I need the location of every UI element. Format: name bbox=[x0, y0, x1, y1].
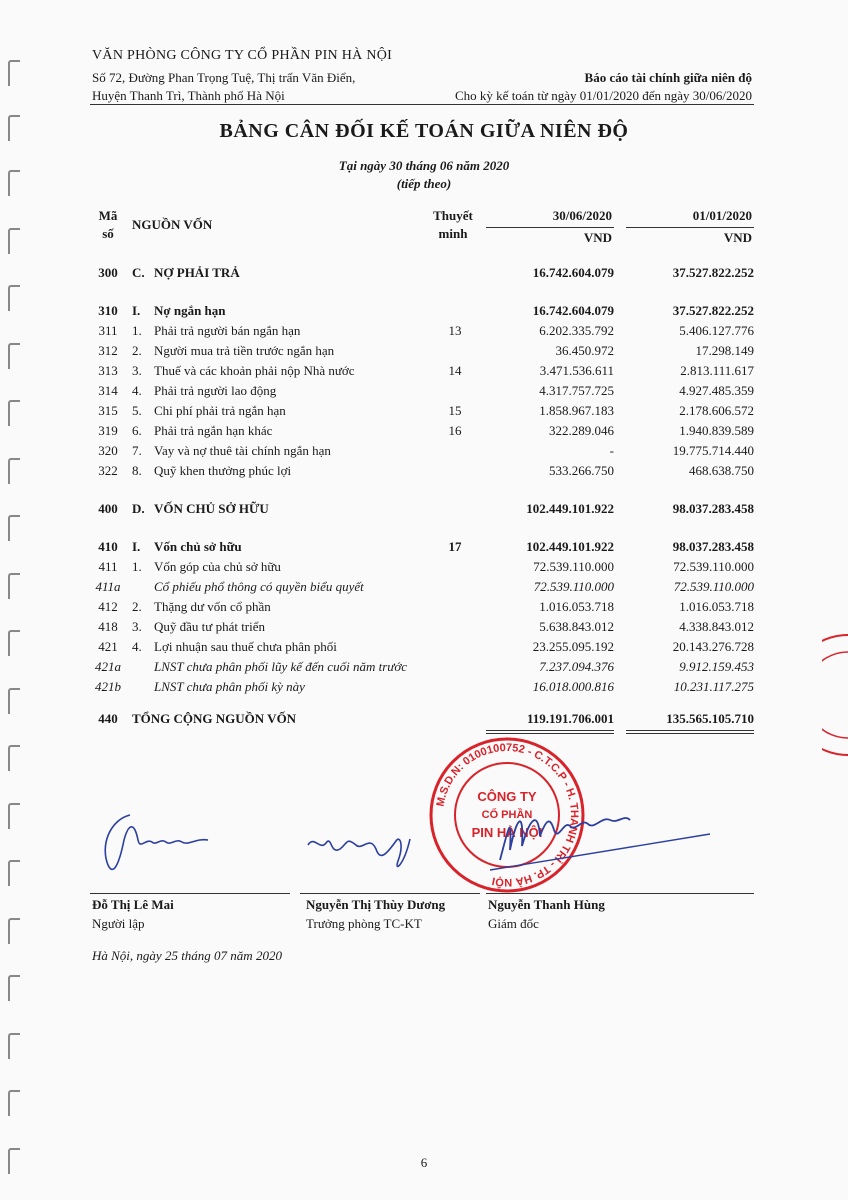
seal-ring-text: M.S.D.N: 0100100752 - C.T.C.P - H. THANH TRÌ - TP. HÀ NỘI bbox=[434, 741, 581, 889]
column-header-rule bbox=[626, 227, 754, 228]
row-code: 418 bbox=[98, 619, 118, 634]
row-label: Lợi nhuận sau thuế chưa phân phối bbox=[154, 639, 337, 654]
row-label: Nợ ngắn hạn bbox=[154, 303, 226, 318]
row-value-current: 16.742.604.079 bbox=[532, 265, 614, 280]
row-value-current: 1.016.053.718 bbox=[539, 599, 614, 614]
company-address-line2: Huyện Thanh Trì, Thành phố Hà Nội bbox=[92, 88, 285, 103]
row-code: 319 bbox=[98, 423, 118, 438]
row-value-current: 6.202.335.792 bbox=[539, 323, 614, 338]
row-label: LNST chưa phân phối kỳ này bbox=[154, 679, 305, 694]
row-code: 322 bbox=[98, 463, 118, 478]
row-code: 313 bbox=[98, 363, 118, 378]
row-value-current: 72.539.110.000 bbox=[533, 579, 614, 594]
row-value-prior: 72.539.110.000 bbox=[673, 579, 754, 594]
chief-accountant-role: Trưởng phòng TC-KT bbox=[306, 916, 422, 931]
table-row bbox=[88, 321, 756, 341]
row-label: Vay và nợ thuê tài chính ngắn hạn bbox=[154, 443, 331, 458]
row-value-prior: 10.231.117.275 bbox=[673, 679, 754, 694]
row-value-prior: 135.565.105.710 bbox=[666, 711, 754, 726]
row-value-current: - bbox=[609, 443, 614, 458]
document-subtitle: Tại ngày 30 tháng 06 năm 2020 bbox=[338, 158, 510, 173]
row-value-prior: 4.927.485.359 bbox=[679, 383, 754, 398]
row-value-current: 119.191.706.001 bbox=[526, 711, 614, 726]
row-index: 3. bbox=[132, 619, 142, 634]
row-code: 312 bbox=[98, 343, 118, 358]
row-index: 2. bbox=[132, 343, 142, 358]
table-row bbox=[88, 617, 756, 637]
row-value-current: 7.237.094.376 bbox=[539, 659, 614, 674]
table-row bbox=[88, 557, 756, 577]
table-row bbox=[88, 341, 756, 361]
seal-line2: CỔ PHẦN bbox=[481, 809, 533, 821]
row-label: Người mua trả tiền trước ngắn hạn bbox=[154, 343, 335, 358]
row-code: 400 bbox=[98, 501, 118, 516]
row-code: 411 bbox=[98, 559, 118, 574]
row-index: 4. bbox=[132, 639, 142, 654]
table-row bbox=[88, 537, 756, 557]
total-underline bbox=[626, 733, 754, 734]
row-code: 410 bbox=[98, 539, 118, 554]
row-value-prior: 468.638.750 bbox=[689, 463, 754, 478]
row-label: VỐN CHỦ SỞ HỮU bbox=[154, 501, 269, 516]
row-value-prior: 4.338.843.012 bbox=[679, 619, 754, 634]
signature-chief-accountant bbox=[300, 815, 430, 885]
column-header-note-1: Thuyết bbox=[433, 208, 473, 223]
row-code: 320 bbox=[98, 443, 118, 458]
row-value-current: 5.638.843.012 bbox=[539, 619, 614, 634]
table-row bbox=[88, 421, 756, 441]
table-row bbox=[88, 597, 756, 617]
document-title: BẢNG CÂN ĐỐI KẾ TOÁN GIỮA NIÊN ĐỘ bbox=[219, 120, 629, 142]
row-value-current: 23.255.095.192 bbox=[532, 639, 614, 654]
row-index: C. bbox=[132, 265, 145, 280]
row-label: Chi phí phải trả ngắn hạn bbox=[154, 403, 286, 418]
row-index: D. bbox=[132, 501, 145, 516]
signature-director bbox=[490, 790, 730, 890]
row-value-current: 72.539.110.000 bbox=[533, 559, 614, 574]
row-code: 311 bbox=[98, 323, 118, 338]
row-value-prior: 37.527.822.252 bbox=[672, 303, 754, 318]
row-index: 1. bbox=[132, 323, 142, 338]
row-value-current: 1.858.967.183 bbox=[539, 403, 614, 418]
row-value-prior: 5.406.127.776 bbox=[679, 323, 754, 338]
row-code: 440 bbox=[98, 711, 118, 726]
row-value-prior: 1.940.839.589 bbox=[679, 423, 754, 438]
sign-date: Hà Nội, ngày 25 tháng 07 năm 2020 bbox=[92, 948, 282, 963]
row-index: 5. bbox=[132, 403, 142, 418]
signature-preparer bbox=[90, 800, 240, 890]
row-value-prior: 72.539.110.000 bbox=[673, 559, 754, 574]
table-row bbox=[88, 499, 756, 519]
row-label: Vốn chủ sở hữu bbox=[154, 539, 242, 554]
row-value-current: 4.317.757.725 bbox=[539, 383, 614, 398]
row-value-prior: 17.298.149 bbox=[695, 343, 754, 358]
row-label: TỔNG CỘNG NGUỒN VỐN bbox=[132, 711, 297, 726]
row-value-current: 16.018.000.816 bbox=[532, 679, 614, 694]
director-role: Giám đốc bbox=[488, 916, 539, 931]
table-row bbox=[88, 657, 756, 677]
total-underline bbox=[626, 730, 754, 731]
header-divider bbox=[90, 104, 754, 105]
table-row bbox=[88, 401, 756, 421]
table-row bbox=[88, 381, 756, 401]
row-code: 300 bbox=[98, 265, 118, 280]
row-value-prior: 98.037.283.458 bbox=[672, 501, 754, 516]
column-header-code-1: Mã bbox=[98, 208, 118, 223]
table-row bbox=[88, 677, 756, 697]
table-row bbox=[88, 263, 756, 283]
total-underline bbox=[486, 733, 614, 734]
column-header-note-2: minh bbox=[438, 226, 468, 241]
row-label: Phải trả người lao động bbox=[154, 383, 277, 398]
column-header-date1: 30/06/2020 bbox=[552, 208, 612, 223]
row-label: NỢ PHẢI TRẢ bbox=[154, 265, 240, 280]
document-subtitle-continued: (tiếp theo) bbox=[396, 176, 452, 191]
row-index: 4. bbox=[132, 383, 142, 398]
row-note: 17 bbox=[448, 539, 462, 554]
signature-rule bbox=[300, 893, 480, 894]
company-name: VĂN PHÒNG CÔNG TY CỔ PHẦN PIN HÀ NỘI bbox=[92, 48, 393, 63]
total-underline bbox=[486, 730, 614, 731]
row-note: 16 bbox=[448, 423, 462, 438]
row-code: 310 bbox=[98, 303, 118, 318]
row-code: 421 bbox=[98, 639, 118, 654]
page-seal-fragment bbox=[822, 630, 848, 760]
table-row bbox=[88, 361, 756, 381]
row-index: I. bbox=[132, 303, 141, 318]
row-label: Quỹ khen thưởng phúc lợi bbox=[154, 463, 292, 478]
row-index: 7. bbox=[132, 443, 142, 458]
row-value-current: 3.471.536.611 bbox=[539, 363, 614, 378]
report-period: Cho kỳ kế toán từ ngày 01/01/2020 đến ngày 30/06/2020 bbox=[455, 88, 752, 103]
row-code: 314 bbox=[98, 383, 118, 398]
row-value-prior: 19.775.714.440 bbox=[672, 443, 754, 458]
row-value-current: 533.266.750 bbox=[549, 463, 614, 478]
table-row bbox=[88, 637, 756, 657]
row-value-prior: 20.143.276.728 bbox=[672, 639, 754, 654]
company-address-line1: Số 72, Đường Phan Trọng Tuệ, Thị trấn Văn Điển, bbox=[92, 70, 356, 85]
column-header-unit2: VND bbox=[723, 230, 752, 245]
column-header-source: NGUỒN VỐN bbox=[132, 217, 213, 232]
row-index: 2. bbox=[132, 599, 142, 614]
row-note: 13 bbox=[448, 323, 462, 338]
row-index: 8. bbox=[132, 463, 142, 478]
row-value-prior: 1.016.053.718 bbox=[679, 599, 754, 614]
row-note: 14 bbox=[448, 363, 462, 378]
row-value-prior: 2.813.111.617 bbox=[680, 363, 754, 378]
chief-accountant-name: Nguyễn Thị Thùy Dương bbox=[306, 897, 446, 912]
table-row bbox=[88, 301, 756, 321]
page-number: 6 bbox=[420, 1155, 428, 1170]
signature-rule bbox=[486, 893, 754, 894]
preparer-role: Người lập bbox=[92, 916, 145, 931]
row-code: 421b bbox=[95, 679, 121, 694]
row-value-current: 322.289.046 bbox=[549, 423, 614, 438]
row-code: 421a bbox=[95, 659, 121, 674]
row-label: Vốn góp của chủ sở hữu bbox=[154, 559, 281, 574]
table-row bbox=[88, 577, 756, 597]
signature-rule bbox=[90, 893, 290, 894]
row-label: Quỹ đầu tư phát triển bbox=[154, 619, 266, 634]
row-code: 412 bbox=[98, 599, 118, 614]
row-code: 315 bbox=[98, 403, 118, 418]
row-value-prior: 37.527.822.252 bbox=[672, 265, 754, 280]
table-row bbox=[88, 461, 756, 481]
row-value-prior: 2.178.606.572 bbox=[679, 403, 754, 418]
row-note: 15 bbox=[448, 403, 462, 418]
row-label: Phải trả ngắn hạn khác bbox=[154, 423, 273, 438]
table-row-total bbox=[88, 709, 756, 729]
row-value-current: 102.449.101.922 bbox=[526, 539, 614, 554]
report-type: Báo cáo tài chính giữa niên độ bbox=[584, 70, 752, 85]
row-index: 3. bbox=[132, 363, 142, 378]
row-value-current: 16.742.604.079 bbox=[532, 303, 614, 318]
column-header-rule bbox=[486, 227, 614, 228]
row-label: Phải trả người bán ngắn hạn bbox=[154, 323, 301, 338]
row-value-current: 36.450.972 bbox=[555, 343, 614, 358]
seal-line1: CÔNG TY bbox=[477, 789, 537, 804]
row-value-prior: 9.912.159.453 bbox=[679, 659, 754, 674]
row-label: Thuế và các khoản phải nộp Nhà nước bbox=[154, 363, 355, 378]
row-label: Cổ phiếu phổ thông có quyền biểu quyết bbox=[154, 579, 364, 594]
preparer-name: Đỗ Thị Lê Mai bbox=[92, 897, 174, 912]
column-header-unit1: VND bbox=[583, 230, 612, 245]
row-value-prior: 98.037.283.458 bbox=[672, 539, 754, 554]
table-row bbox=[88, 441, 756, 461]
seal-line3: PIN HÀ NỘI bbox=[471, 825, 543, 840]
director-name: Nguyễn Thanh Hùng bbox=[488, 897, 605, 912]
row-index: 1. bbox=[132, 559, 142, 574]
column-header-code-2: số bbox=[102, 226, 114, 241]
row-index: 6. bbox=[132, 423, 142, 438]
row-label: LNST chưa phân phối lũy kế đến cuối năm trước bbox=[154, 659, 408, 674]
column-header-date2: 01/01/2020 bbox=[692, 208, 752, 223]
row-value-current: 102.449.101.922 bbox=[526, 501, 614, 516]
row-label: Thặng dư vốn cổ phần bbox=[154, 599, 271, 614]
row-code: 411a bbox=[95, 579, 121, 594]
row-index: I. bbox=[132, 539, 141, 554]
